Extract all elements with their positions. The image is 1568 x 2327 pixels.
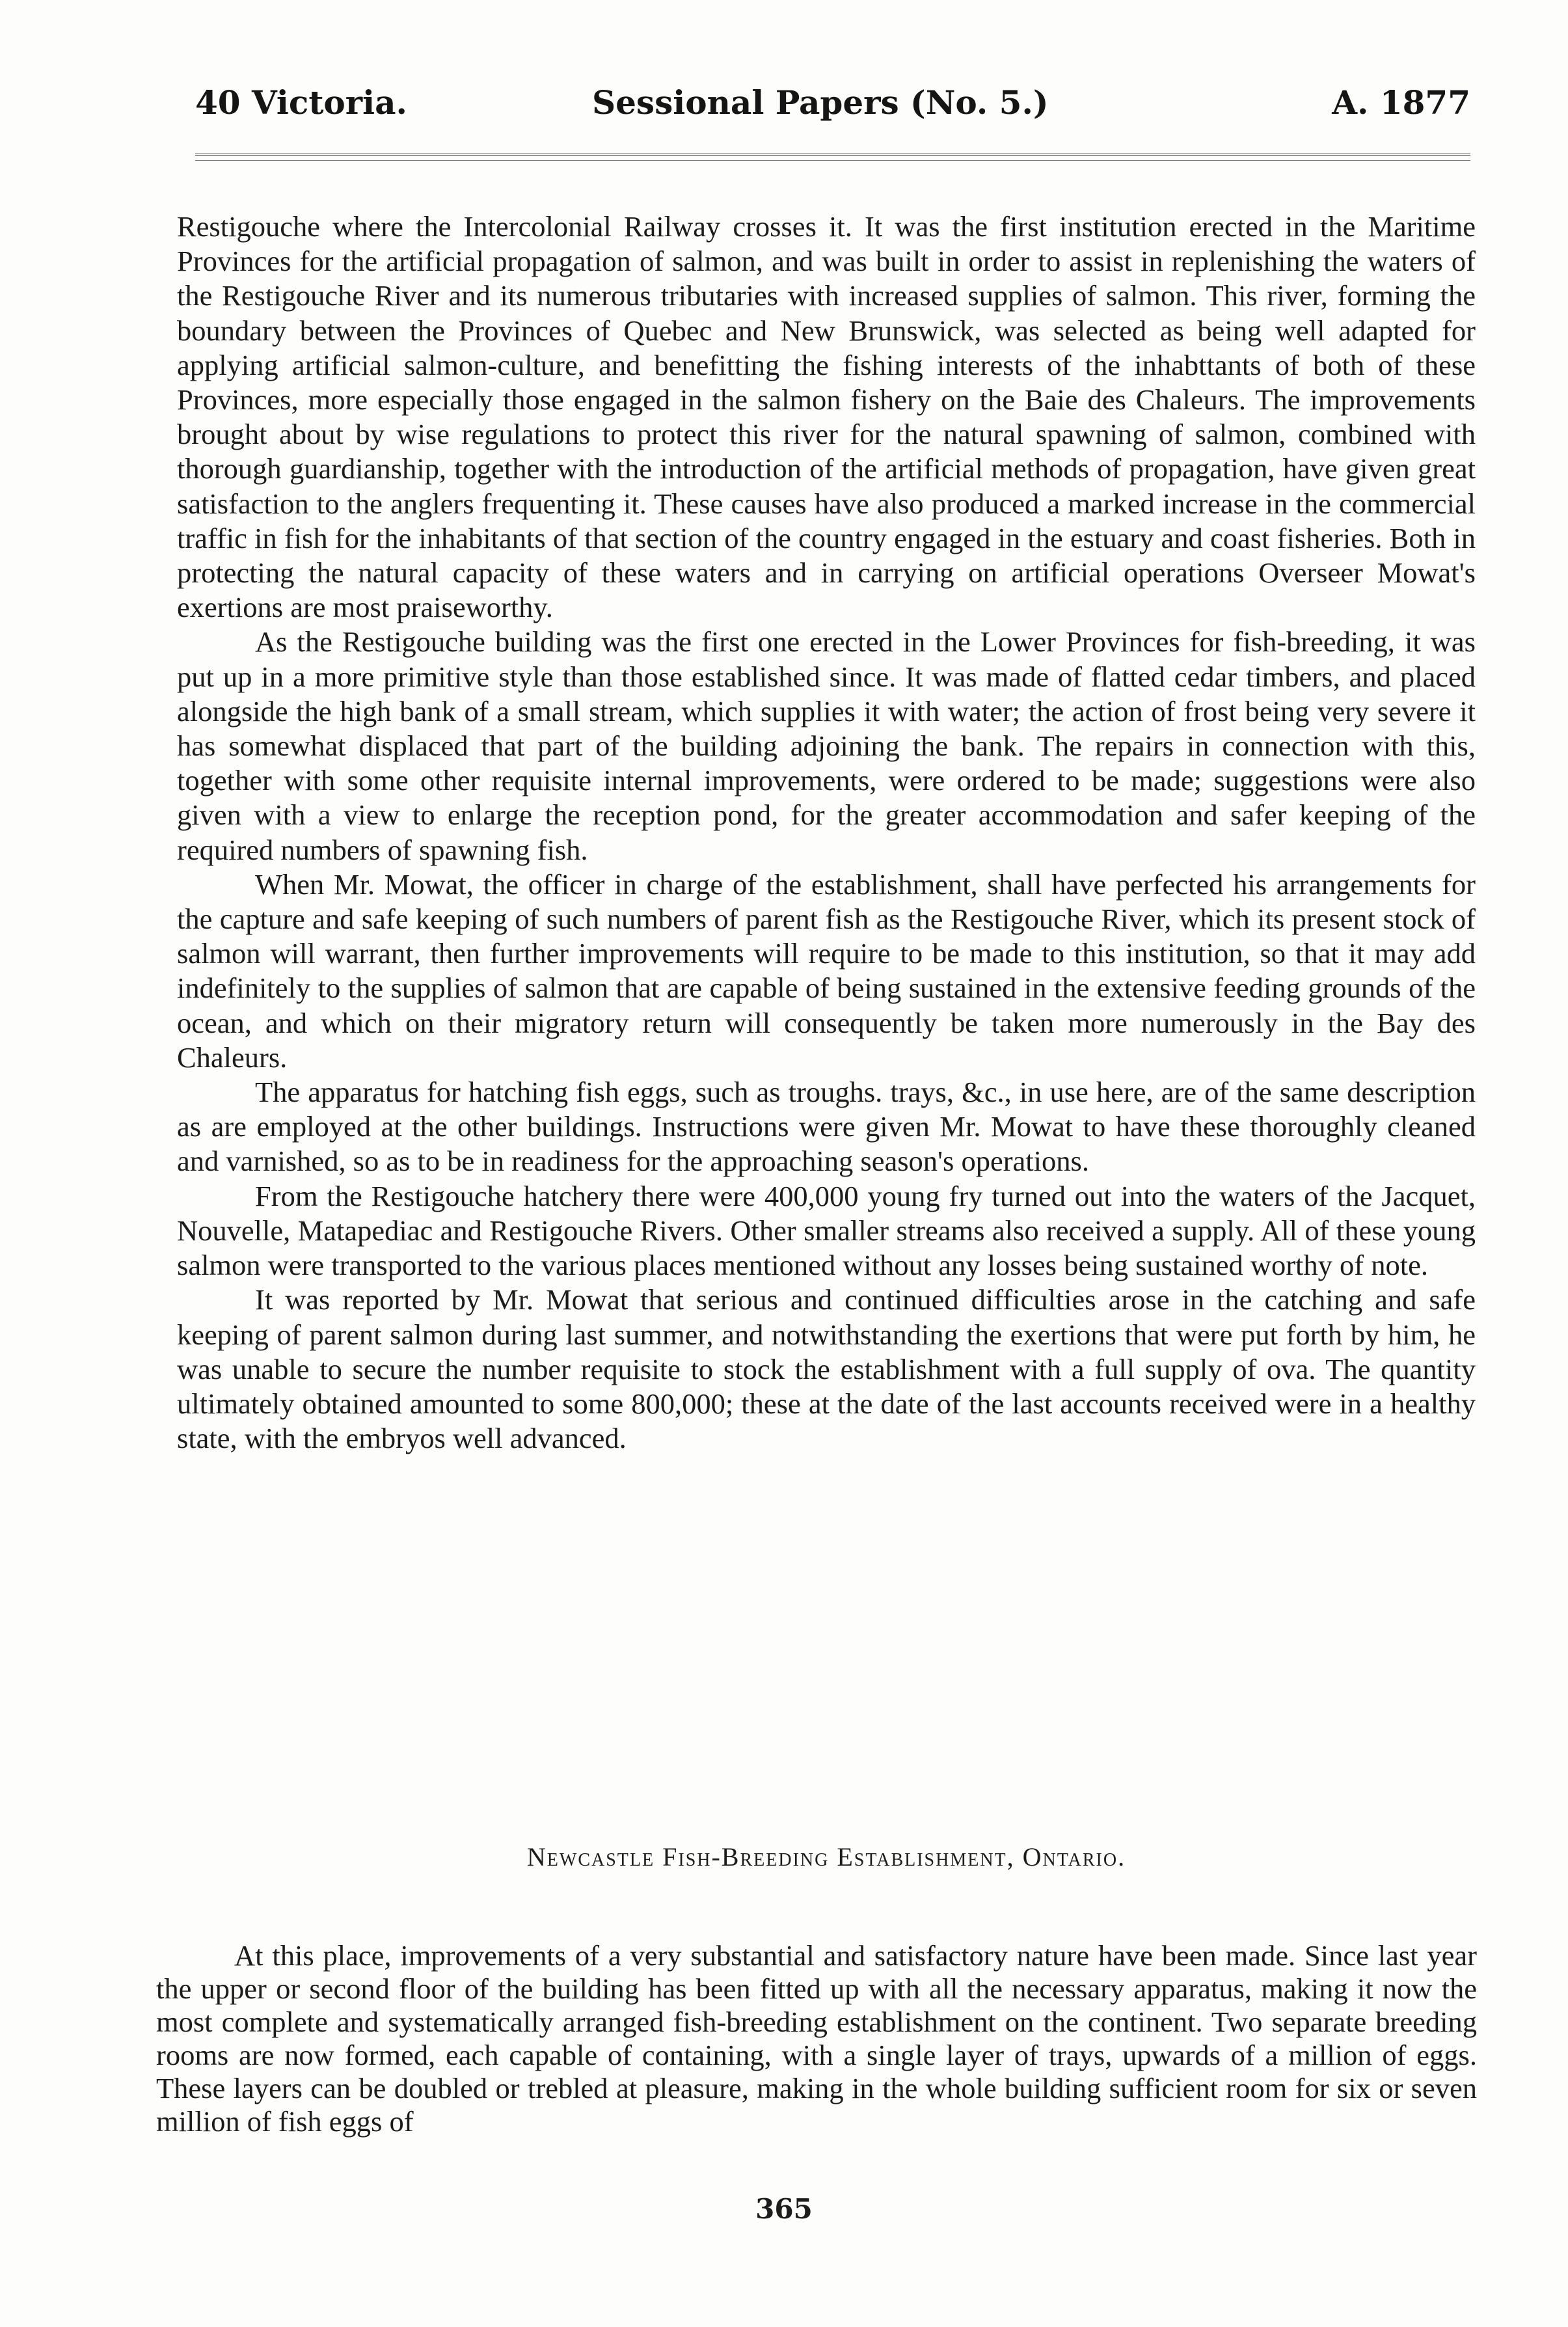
header-rule bbox=[195, 154, 1470, 156]
paragraph: When Mr. Mowat, the officer in charge of the establishment, shall have perfected his arrangements for the capture and safe keeping of such numbers of parent fish as the Restigouche River, which its present stock of salmon will warrant, then further improvements will require to be made to this institution, so that it may add indefinitely to the supplies of salmon that are capable of being sustained in the extensive feeding grounds of the ocean, and which on their migratory return will consequently be taken more numerously in the Bay des Chaleurs. bbox=[177, 867, 1476, 1074]
section-heading: Newcastle Fish-Breeding Establishment, Ontario. bbox=[526, 1842, 1126, 1871]
header-year: A. 1877 bbox=[1332, 83, 1470, 122]
paragraph: Restigouche where the Intercolonial Railway crosses it. It was the first institution erected in the Maritime Provinces for the artificial propagation of salmon, and was built in order to assist in replenishing the waters of the Restigouche River and its numerous tributaries with increased supplies of salmon. This river, forming the boundary between the Provinces of Quebec and New Brunswick, was selected as being well adapted for applying artificial salmon-culture, and benefitting the fishing interests of the inhabttants of both of these Provinces, more especially those engaged in the salmon fishery on the Baie des Chaleurs. The improvements brought about by wise regulations to protect this river for the natural spawning of salmon, combined with thorough guardianship, together with the introduction of the artificial methods of propagation, have given great satisfaction to the anglers frequenting it. These causes have also produced a marked increase in the commercial traffic in fish for the inhabitants of that section of the country engaged in the estuary and coast fisheries. Both in protecting the natural capacity of these waters and in carrying on artificial operations Overseer Mowat's exertions are most praiseworthy. bbox=[177, 210, 1476, 624]
paragraph: From the Restigouche hatchery there were 400,000 young fry turned out into the waters of the Jacquet, Nouvelle, Matapediac and Restigouche Rivers. Other smaller streams also received a supply. All of these young salmon were transported to the various places mentioned without any losses being sustained worthy of note. bbox=[177, 1179, 1476, 1282]
section-body-text bbox=[156, 1939, 1477, 2138]
header-rule-thin bbox=[195, 160, 1470, 161]
paragraph: At this place, improvements of a very substantial and satisfactory nature have been made. Since last year the upper or second floor of the building has been fitted up with all the necessary apparatus, making it now the most complete and systematically arranged fish-breeding establishment on the continent. Two separate breeding rooms are now formed, each capable of containing, with a single layer of trays, upwards of a million of eggs. These layers can be doubled or trebled at pleasure, making in the whole building sufficient room for six or seven million of fish eggs of bbox=[156, 1939, 1477, 2138]
running-header bbox=[195, 83, 1470, 135]
paragraph: As the Restigouche building was the first one erected in the Lower Provinces for fish-breeding, it was put up in a more primitive style than those established since. It was made of flatted cedar timbers, and placed alongside the high bank of a small stream, which supplies it with water; the action of frost being very severe it has somewhat displaced that part of the building adjoining the bank. The repairs in connection with this, together with some other requisite internal improvements, were ordered to be made; suggestions were also given with a view to enlarge the reception pond, for the greater accommodation and safer keeping of the required numbers of spawning fish. bbox=[177, 625, 1476, 866]
paragraph: The apparatus for hatching fish eggs, such as troughs. trays, &c., in use here, are of the same description as are employed at the other buildings. Instructions were given Mr. Mowat to have these thoroughly cleaned and varnished, so as to be in readiness for the approaching season's operations. bbox=[177, 1076, 1476, 1178]
header-title: Sessional Papers (No. 5.) bbox=[592, 83, 1049, 122]
body-text bbox=[177, 210, 1476, 1456]
header-volume: 40 Victoria. bbox=[195, 83, 407, 122]
paragraph: It was reported by Mr. Mowat that serious and continued difficulties arose in the catching and safe keeping of parent salmon during last summer, and notwithstanding the exertions that were put forth by him, he was unable to secure the number requisite to stock the establishment with a full supply of ova. The quantity ultimately obtained amounted to some 800,000; these at the date of the last accounts received were in a healthy state, with the embryos well advanced. bbox=[177, 1283, 1476, 1455]
page-number: 365 bbox=[755, 2193, 813, 2225]
